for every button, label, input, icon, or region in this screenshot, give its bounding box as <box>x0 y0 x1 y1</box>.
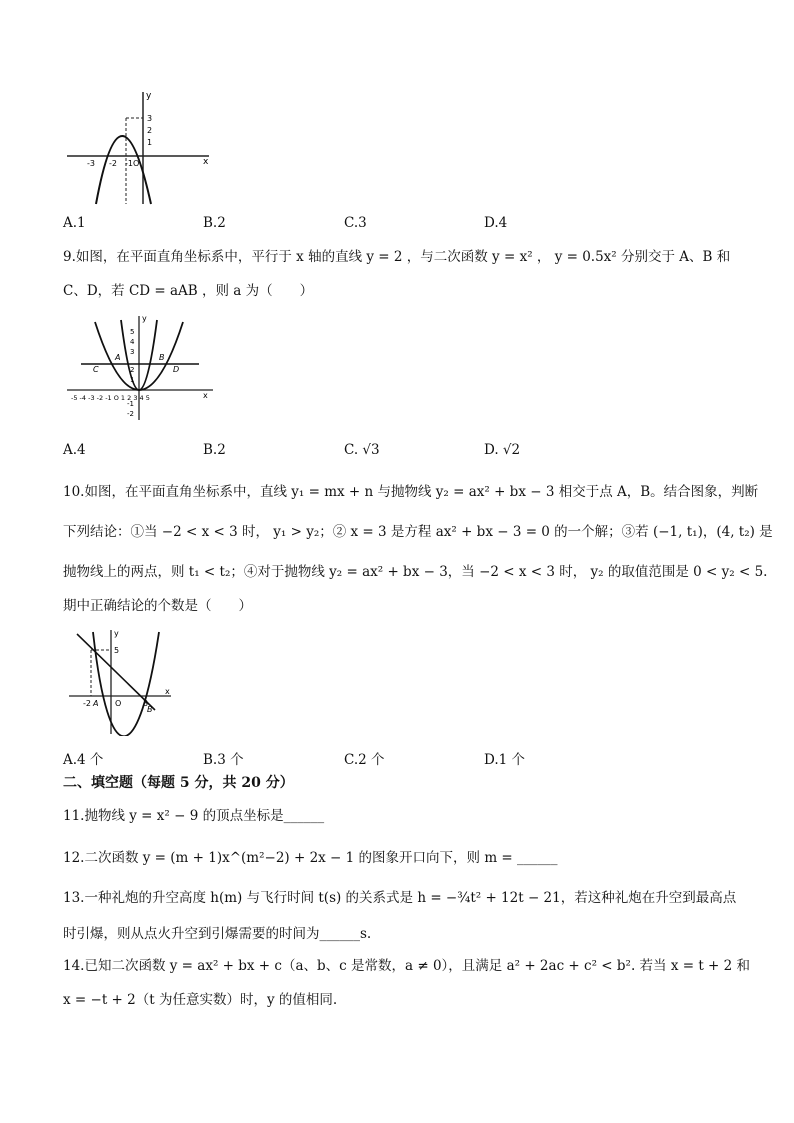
q10-option-c[interactable]: C.2 个 <box>344 752 385 768</box>
q10-text-line-2: 下列结论：①当 −2 < x < 3 时， y₁ > y₂；② x = 3 是方程 ax² + bx − 3 = 0 的一个解；③若 (−1, t₁)，(4, t₂) 是 <box>63 524 773 540</box>
q9-point-a: A <box>115 353 121 362</box>
q8-option-a[interactable]: A.1 <box>63 215 86 231</box>
q9-graph <box>63 312 215 422</box>
q10-option-d[interactable]: D.1 个 <box>484 752 526 768</box>
q10-y-label: y <box>114 629 119 638</box>
q9-text-line-2: C、D，若 CD = aAB ，则 a 为（ ） <box>63 283 314 299</box>
q9-tick-3: 3 <box>130 348 135 356</box>
section-fill-in-blank-heading: 二、填空题（每题 5 分，共 20 分） <box>63 775 294 791</box>
q9-tick-n2: -2 <box>127 410 134 418</box>
q10-text-line-1: 10.如图，在平面直角坐标系中，直线 y₁ = mx + n 与抛物线 y₂ = ax² + bx − 3 相交于点 A，B。结合图象，判断 <box>63 484 759 500</box>
q10-parabola <box>93 632 159 736</box>
q10-point-a: A <box>93 699 99 708</box>
q8-option-c[interactable]: C.3 <box>344 215 367 231</box>
q9-option-d[interactable]: D. √2 <box>484 442 521 458</box>
q10-text-line-4: 期中正确结论的个数是（ ） <box>63 598 252 614</box>
q9-x-ticks: -5 -4 -3 -2 -1 O 1 2 3 4 5 <box>71 394 150 402</box>
q9-point-c: C <box>93 365 99 374</box>
q8-tick-1: 1 <box>147 138 153 147</box>
q11-text: 11.抛物线 y = x² − 9 的顶点坐标是______ <box>63 808 325 824</box>
q10-graph <box>63 626 175 736</box>
q9-tick-2: 2 <box>130 366 135 374</box>
q10-tick-n2: -2 <box>83 699 91 708</box>
q9-tick-4: 4 <box>130 338 135 346</box>
q8-tick-3: 3 <box>147 114 153 123</box>
q8-graph <box>63 88 213 206</box>
q10-tick-5: 5 <box>114 646 120 655</box>
q9-point-b: B <box>159 353 165 362</box>
q14-text-line-1: 14.已知二次函数 y = ax² + bx + c（a、b、c 是常数，a ≠ 0），且满足 a² + 2ac + c² < b². 若当 x = t + 2 和 <box>63 958 751 974</box>
q9-option-a[interactable]: A.4 <box>63 442 86 458</box>
q8-y-label: y <box>146 91 152 101</box>
q8-origin: O <box>133 159 140 168</box>
q8-tick-n2: -2 <box>109 159 117 168</box>
q10-origin: O <box>115 699 122 708</box>
q10-text-line-3: 抛物线上的两点，则 t₁ < t₂；④对于抛物线 y₂ = ax² + bx − 3，当 −2 < x < 3 时， y₂ 的取值范围是 0 < y₂ < 5. <box>63 564 768 580</box>
q9-option-c[interactable]: C. √3 <box>344 442 380 458</box>
q8-x-label: x <box>203 157 209 167</box>
q12-text: 12.二次函数 y = (m + 1)x^(m²−2) + 2x − 1 的图象开口向下，则 m = ______ <box>63 850 558 866</box>
q8-tick-2: 2 <box>147 126 153 135</box>
q9-option-b[interactable]: B.2 <box>203 442 226 458</box>
q10-point-b: B <box>147 705 153 714</box>
q9-tick-1: 1 <box>130 376 135 384</box>
q9-y-label: y <box>142 314 147 323</box>
q9-tick-n1: -1 <box>127 400 134 408</box>
q10-option-a[interactable]: A.4 个 <box>63 752 104 768</box>
q10-option-b[interactable]: B.3 个 <box>203 752 244 768</box>
q14-text-line-2: x = −t + 2（t 为任意实数）时，y 的值相同. <box>63 992 338 1008</box>
q9-tick-5: 5 <box>130 328 135 336</box>
q9-x-label: x <box>203 391 208 400</box>
q13-text-line-2: 时引爆，则从点火升空到引爆需要的时间为______s. <box>63 926 372 942</box>
q10-tick-3: 3 <box>143 699 149 708</box>
q9-point-d: D <box>173 365 180 374</box>
q10-x-label: x <box>165 687 170 696</box>
q8-option-b[interactable]: B.2 <box>203 215 226 231</box>
q8-tick-n1: -1 <box>125 159 133 168</box>
q9-text-line-1: 9.如图，在平面直角坐标系中，平行于 x 轴的直线 y = 2 ，与二次函数 y = x² ， y = 0.5x² 分别交于 A、B 和 <box>63 249 731 265</box>
q13-text-line-1: 13.一种礼炮的升空高度 h(m) 与飞行时间 t(s) 的关系式是 h = −¾t² + 12t − 21，若这种礼炮在升空到最高点 <box>63 890 737 906</box>
q8-tick-n3: -3 <box>87 159 95 168</box>
q8-option-d[interactable]: D.4 <box>484 215 508 231</box>
